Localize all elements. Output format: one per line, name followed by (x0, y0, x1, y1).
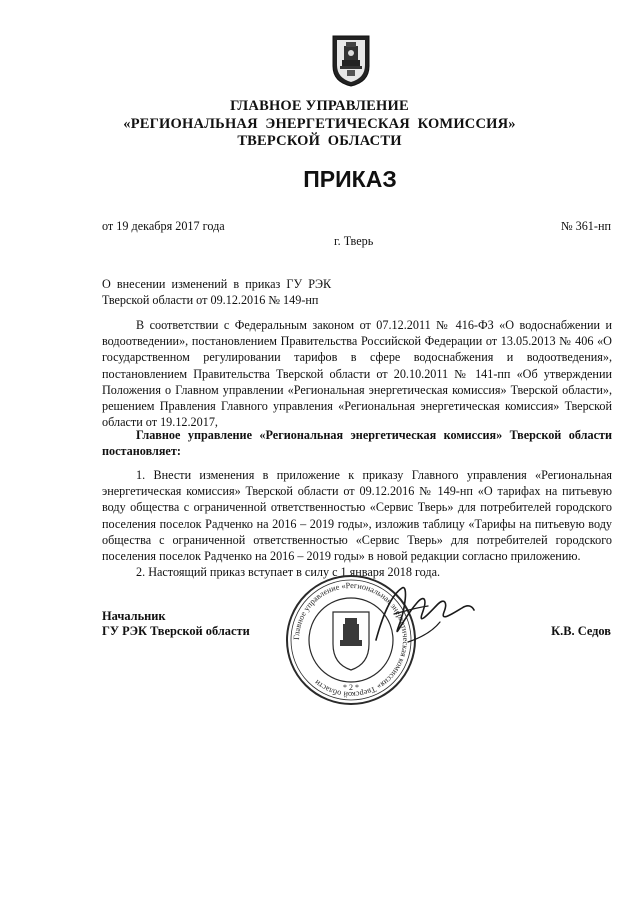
document-title: ПРИКАЗ (303, 166, 397, 192)
list-item (102, 467, 612, 564)
header-line-3: ТВЕРСКОЙ ОБЛАСТИ (237, 133, 402, 149)
order-city: г. Тверь (334, 234, 374, 248)
decree-text: Главное управление «Региональная энергетическая комиссия» Тверской области постановляет: (102, 428, 612, 459)
coat-of-arms-icon (330, 32, 372, 88)
order-number: № 361-нп (560, 219, 611, 233)
signatory-position-line-2: ГУ РЭК Тверской области (102, 624, 250, 638)
item-2-text: 2. Настоящий приказ вступает в силу с 1 января 2018 года. (136, 565, 441, 579)
handwritten-signature-icon (368, 578, 478, 658)
preamble-paragraph (102, 317, 612, 430)
decree-paragraph (102, 427, 612, 459)
subject-line-2: Тверской области от 09.12.2016 № 149-нп (102, 293, 319, 307)
signatory-position-line-1: Начальник (102, 609, 166, 623)
stamp-center-text: * 2 * (343, 683, 359, 692)
preamble-text: В соответствии с Федеральным законом от 07.12.2011 № 416-ФЗ «О водоснабжении и водоотведении», постановлением Правительства Российской Федерации от 13.05.2013 № 406 «О государственном регулировании тарифов в сфере водоснабжения и водоотведения», постановлением Правительства Тверской области от 20.10.2011 № 141-пп «Об утверждении Положения о Главном управлении «Региональная энергетическая комиссия» Тверской области», решением Правления Главного управления «Региональная энергетическая комиссия» Тверской области от 19.12.2017, (102, 318, 612, 430)
stamp-ring-text: Главное управление «Региональная энергетическая комиссия» Тверской области (291, 580, 411, 700)
order-date: от 19 декабря 2017 года (102, 219, 225, 233)
item-1-text: 1. Внести изменения в приложение к приказу Главного управления «Региональная энергетическая комиссия» Тверской области от 09.12.2016 № 149-нп «О тарифах на питьевую воду общества с ограниченной ответственностью «Сервис Тверь» для потребителей городского поселения поселок Радченко на 2016 – 2019 годы», изложив таблицу «Тарифы на питьевую воду общества с ограниченной ответственностью «Сервис Тверь» для потребителей городского поселения поселок Радченко на 2016 – 2019 годы» в новой редакции согласно приложению. (102, 468, 612, 564)
header-line-2: «РЕГИОНАЛЬНАЯ ЭНЕРГЕТИЧЕСКАЯ КОМИССИЯ» (123, 116, 516, 132)
subject-line-1: О внесении изменений в приказ ГУ РЭК (102, 277, 332, 291)
signatory-name: К.В. Седов (551, 624, 611, 638)
header-line-1: ГЛАВНОЕ УПРАВЛЕНИЕ (230, 98, 409, 114)
